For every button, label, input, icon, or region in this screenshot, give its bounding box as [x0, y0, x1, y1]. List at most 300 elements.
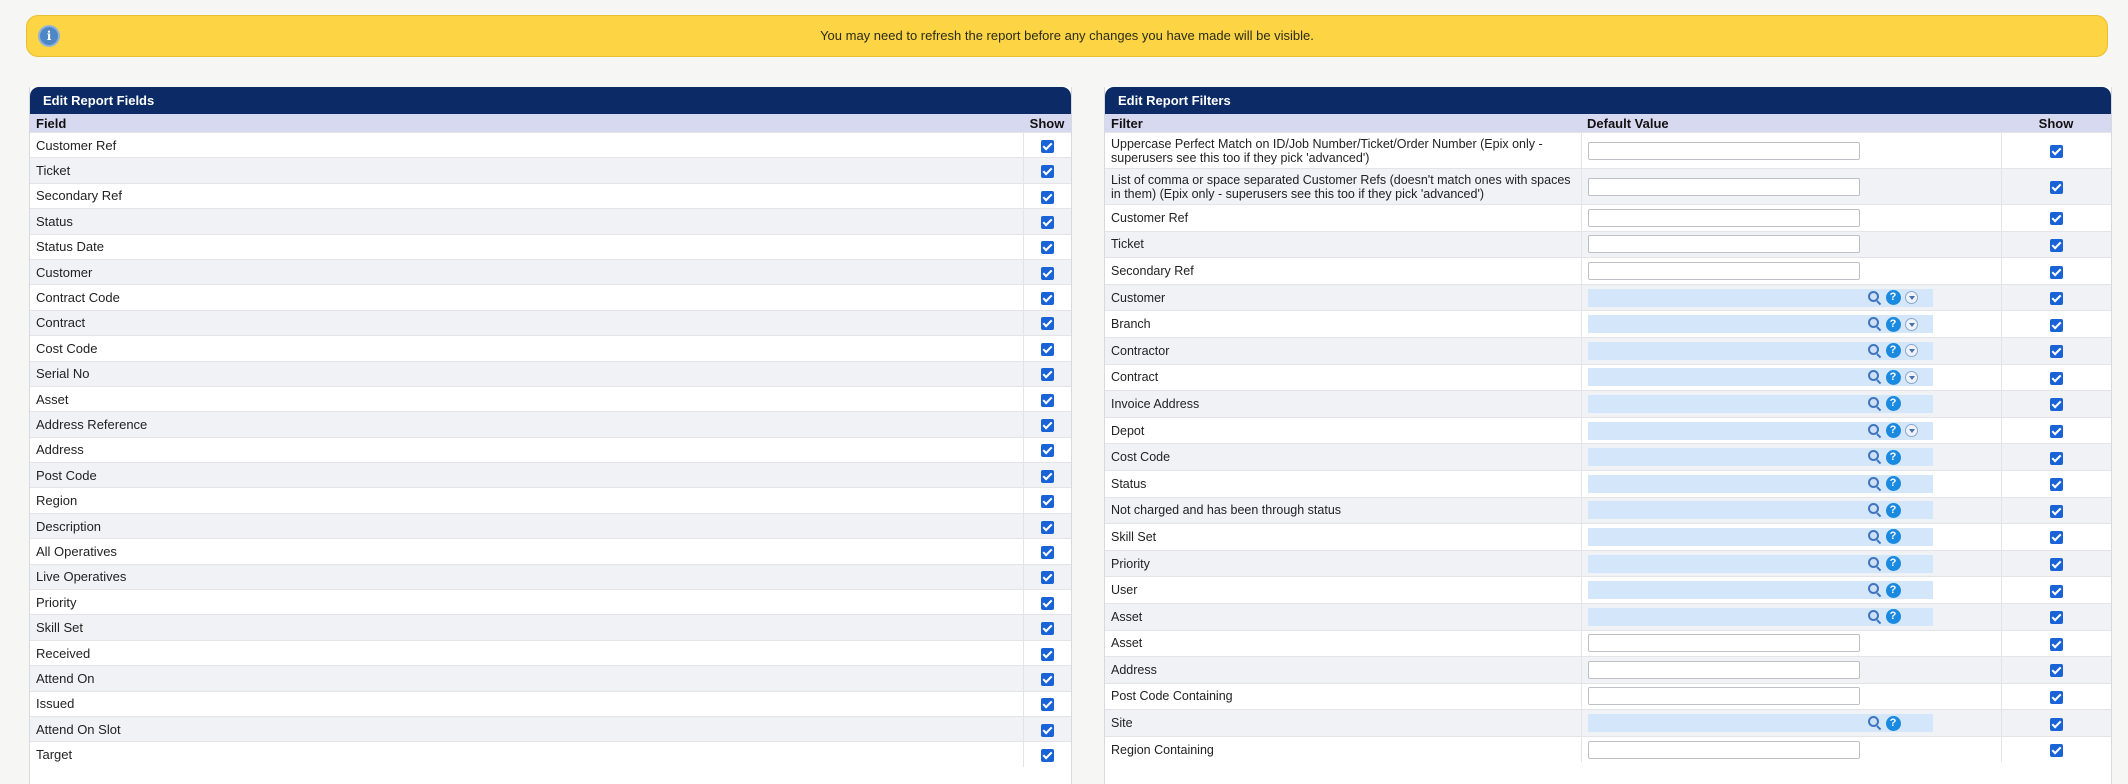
search-icon[interactable]	[1868, 291, 1882, 305]
search-icon[interactable]	[1868, 583, 1882, 597]
show-checkbox[interactable]	[1041, 495, 1054, 508]
show-cell	[2001, 444, 2111, 471]
show-cell	[1023, 310, 1071, 335]
default-value-cell	[1581, 231, 2001, 258]
show-checkbox[interactable]	[2050, 611, 2063, 624]
filter-label: Secondary Ref	[1105, 258, 1581, 285]
table-row	[1105, 284, 2111, 311]
table-row	[1105, 603, 2111, 630]
show-checkbox[interactable]	[1041, 673, 1054, 686]
lookup-field	[1588, 501, 1995, 519]
chevron-down-icon[interactable]	[1905, 344, 1918, 357]
lookup-actions	[1868, 608, 1901, 626]
show-cell	[2001, 736, 2111, 762]
field-label: Region	[30, 488, 1023, 513]
show-checkbox[interactable]	[1041, 368, 1054, 381]
table-row	[1105, 444, 2111, 471]
table-row	[1105, 683, 2111, 710]
table-row	[1105, 550, 2111, 577]
field-label: Customer Ref	[30, 133, 1023, 158]
show-checkbox[interactable]	[2050, 345, 2063, 358]
show-checkbox[interactable]	[1041, 394, 1054, 407]
default-value-input[interactable]	[1588, 178, 1860, 196]
show-cell	[2001, 524, 2111, 551]
filter-label: List of comma or space separated Customer Refs (doesn't match ones with spaces in them) (Epix only - superusers see this too if they pick 'advanced')	[1105, 169, 1581, 205]
table-row	[30, 666, 1071, 691]
table-row	[30, 336, 1071, 361]
show-cell	[2001, 205, 2111, 232]
field-label: Contract Code	[30, 285, 1023, 310]
help-icon[interactable]: ?	[1886, 423, 1901, 438]
field-label: Attend On	[30, 666, 1023, 691]
default-value-cell	[1581, 444, 2001, 471]
table-row	[30, 691, 1071, 716]
table-row	[30, 310, 1071, 335]
table-row	[30, 716, 1071, 741]
lookup-field	[1588, 555, 1995, 573]
help-icon[interactable]: ?	[1886, 370, 1901, 385]
search-icon[interactable]	[1868, 397, 1882, 411]
show-cell	[1023, 183, 1071, 208]
filter-label: Not charged and has been through status	[1105, 497, 1581, 524]
filter-label: Status	[1105, 470, 1581, 497]
filter-label: Asset	[1105, 603, 1581, 630]
search-icon[interactable]	[1868, 477, 1882, 491]
lookup-actions	[1868, 555, 1901, 573]
lookup-field	[1588, 315, 1995, 333]
show-cell	[2001, 657, 2111, 684]
lookup-actions	[1868, 342, 1918, 360]
default-value-cell	[1581, 736, 2001, 762]
show-checkbox[interactable]	[2050, 319, 2063, 332]
field-label: Ticket	[30, 158, 1023, 183]
show-cell	[2001, 470, 2111, 497]
field-label: Customer	[30, 259, 1023, 284]
show-cell	[1023, 336, 1071, 361]
chevron-down-icon[interactable]	[1905, 291, 1918, 304]
default-value-cell	[1581, 391, 2001, 418]
show-cell	[2001, 603, 2111, 630]
filter-label: Branch	[1105, 311, 1581, 338]
field-label: Priority	[30, 590, 1023, 615]
show-checkbox[interactable]	[1041, 521, 1054, 534]
show-cell	[1023, 209, 1071, 234]
default-value-cell	[1581, 470, 2001, 497]
filter-label: Region Containing	[1105, 736, 1581, 762]
table-row	[30, 590, 1071, 615]
show-cell	[2001, 497, 2111, 524]
show-checkbox[interactable]	[2050, 372, 2063, 385]
filter-label: Ticket	[1105, 231, 1581, 258]
help-icon[interactable]: ?	[1886, 396, 1901, 411]
field-label: Cost Code	[30, 336, 1023, 361]
default-value-cell	[1581, 337, 2001, 364]
lookup-field	[1588, 528, 1995, 546]
help-icon[interactable]: ?	[1886, 317, 1901, 332]
table-row	[1105, 258, 2111, 285]
default-value-cell	[1581, 657, 2001, 684]
show-checkbox[interactable]	[1041, 292, 1054, 305]
default-value-input[interactable]	[1588, 661, 1860, 679]
table-row	[30, 259, 1071, 284]
table-row	[1105, 657, 2111, 684]
show-checkbox[interactable]	[2050, 181, 2063, 194]
show-cell	[1023, 691, 1071, 716]
filter-label: Customer Ref	[1105, 205, 1581, 232]
table-row	[30, 564, 1071, 589]
show-cell	[1023, 615, 1071, 640]
table-row	[30, 158, 1071, 183]
show-cell	[2001, 683, 2111, 710]
show-cell	[2001, 391, 2111, 418]
show-checkbox[interactable]	[1041, 597, 1054, 610]
search-icon[interactable]	[1868, 424, 1882, 438]
field-label: Skill Set	[30, 615, 1023, 640]
default-value-cell	[1581, 497, 2001, 524]
show-cell	[2001, 417, 2111, 444]
default-value-cell	[1581, 133, 2001, 169]
table-header-row	[30, 114, 1071, 133]
edit-report-filters-panel	[1104, 87, 2112, 784]
filter-label: Contract	[1105, 364, 1581, 391]
field-label: Contract	[30, 310, 1023, 335]
filter-label: Skill Set	[1105, 524, 1581, 551]
show-checkbox[interactable]	[2050, 664, 2063, 677]
filter-label: Customer	[1105, 284, 1581, 311]
show-column-header: Show	[2001, 114, 2111, 133]
show-checkbox[interactable]	[1041, 546, 1054, 559]
field-label: Target	[30, 742, 1023, 767]
field-label: Live Operatives	[30, 564, 1023, 589]
lookup-actions	[1868, 528, 1901, 546]
lookup-actions	[1868, 315, 1918, 333]
default-value-cell	[1581, 169, 2001, 205]
show-cell	[2001, 337, 2111, 364]
default-value-cell	[1581, 364, 2001, 391]
banner-text: You may need to refresh the report before any changes you have made will be visible.	[820, 28, 1314, 43]
lookup-actions	[1868, 475, 1901, 493]
panel-title: Edit Report Fields	[30, 87, 1071, 114]
lookup-field	[1588, 448, 1995, 466]
show-checkbox[interactable]	[2050, 292, 2063, 305]
show-checkbox[interactable]	[1041, 191, 1054, 204]
edit-report-fields-panel	[29, 87, 1072, 784]
search-icon[interactable]	[1868, 716, 1882, 730]
fields-table	[30, 114, 1071, 767]
table-row	[30, 412, 1071, 437]
default-value-cell	[1581, 710, 2001, 737]
help-icon[interactable]: ?	[1886, 583, 1901, 598]
table-row	[30, 361, 1071, 386]
show-cell	[1023, 742, 1071, 767]
search-icon[interactable]	[1868, 610, 1882, 624]
help-icon[interactable]: ?	[1886, 450, 1901, 465]
field-label: Asset	[30, 386, 1023, 411]
lookup-actions	[1868, 448, 1901, 466]
table-row	[30, 234, 1071, 259]
filter-label: Uppercase Perfect Match on ID/Job Number/Ticket/Order Number (Epix only - superusers see this too if they pick 'advanced')	[1105, 133, 1581, 169]
default-value-cell	[1581, 550, 2001, 577]
show-checkbox[interactable]	[1041, 419, 1054, 432]
lookup-actions	[1868, 368, 1918, 386]
filter-label: Asset	[1105, 630, 1581, 657]
show-cell	[2001, 550, 2111, 577]
help-icon[interactable]: ?	[1886, 343, 1901, 358]
table-row	[30, 133, 1071, 158]
help-icon[interactable]: ?	[1886, 290, 1901, 305]
show-cell	[1023, 539, 1071, 564]
show-checkbox[interactable]	[1041, 317, 1054, 330]
table-row	[1105, 231, 2111, 258]
field-label: Status Date	[30, 234, 1023, 259]
default-value-input[interactable]	[1588, 687, 1860, 705]
show-cell	[1023, 640, 1071, 665]
default-value-cell	[1581, 683, 2001, 710]
show-checkbox[interactable]	[1041, 749, 1054, 762]
table-row	[30, 463, 1071, 488]
show-checkbox[interactable]	[1041, 724, 1054, 737]
show-checkbox[interactable]	[1041, 470, 1054, 483]
filter-column-header: Filter	[1105, 114, 1581, 133]
table-row	[1105, 470, 2111, 497]
lookup-actions	[1868, 501, 1901, 519]
search-icon[interactable]	[1868, 450, 1882, 464]
show-cell	[1023, 488, 1071, 513]
field-label: Received	[30, 640, 1023, 665]
show-checkbox[interactable]	[2050, 531, 2063, 544]
default-value-input[interactable]	[1588, 741, 1860, 759]
default-value-input[interactable]	[1588, 235, 1860, 253]
show-checkbox[interactable]	[2050, 691, 2063, 704]
show-cell	[2001, 364, 2111, 391]
show-cell	[1023, 513, 1071, 538]
filter-label: Priority	[1105, 550, 1581, 577]
show-checkbox[interactable]	[2050, 478, 2063, 491]
show-checkbox[interactable]	[1041, 571, 1054, 584]
table-row	[30, 437, 1071, 462]
search-icon[interactable]	[1868, 317, 1882, 331]
field-label: Serial No	[30, 361, 1023, 386]
lookup-field	[1588, 342, 1995, 360]
field-label: Post Code	[30, 463, 1023, 488]
table-row	[1105, 417, 2111, 444]
chevron-down-icon[interactable]	[1905, 318, 1918, 331]
show-checkbox[interactable]	[1041, 444, 1054, 457]
help-icon[interactable]: ?	[1886, 716, 1901, 731]
table-row	[30, 488, 1071, 513]
show-cell	[2001, 577, 2111, 604]
table-row	[1105, 391, 2111, 418]
lookup-field	[1588, 395, 1995, 413]
default-value-cell	[1581, 630, 2001, 657]
field-label: Issued	[30, 691, 1023, 716]
show-checkbox[interactable]	[2050, 212, 2063, 225]
lookup-field	[1588, 714, 1995, 732]
lookup-actions	[1868, 714, 1901, 732]
filter-label: Site	[1105, 710, 1581, 737]
table-row	[1105, 364, 2111, 391]
search-icon[interactable]	[1868, 370, 1882, 384]
show-cell	[1023, 590, 1071, 615]
default-value-input[interactable]	[1588, 209, 1860, 227]
table-row	[30, 183, 1071, 208]
show-checkbox[interactable]	[1041, 241, 1054, 254]
lookup-field	[1588, 289, 1995, 307]
lookup-field	[1588, 422, 1995, 440]
show-cell	[2001, 311, 2111, 338]
refresh-notice-banner	[26, 15, 2108, 57]
field-label: Status	[30, 209, 1023, 234]
help-icon[interactable]: ?	[1886, 609, 1901, 624]
table-row	[1105, 630, 2111, 657]
show-cell	[1023, 666, 1071, 691]
help-icon[interactable]: ?	[1886, 529, 1901, 544]
table-row	[1105, 205, 2111, 232]
filter-label: Depot	[1105, 417, 1581, 444]
show-cell	[1023, 234, 1071, 259]
default-value-input[interactable]	[1588, 142, 1860, 160]
table-row	[1105, 311, 2111, 338]
table-row	[1105, 133, 2111, 169]
show-cell	[2001, 630, 2111, 657]
show-checkbox[interactable]	[2050, 145, 2063, 158]
search-icon[interactable]	[1868, 503, 1882, 517]
filters-table	[1105, 114, 2111, 762]
table-header-row	[1105, 114, 2111, 133]
table-row	[30, 615, 1071, 640]
lookup-field	[1588, 368, 1995, 386]
show-cell	[1023, 285, 1071, 310]
table-row	[30, 742, 1071, 767]
lookup-actions	[1868, 581, 1901, 599]
show-checkbox[interactable]	[2050, 585, 2063, 598]
show-checkbox[interactable]	[2050, 718, 2063, 731]
show-checkbox[interactable]	[2050, 558, 2063, 571]
show-cell	[1023, 133, 1071, 158]
lookup-actions	[1868, 289, 1918, 307]
field-column-header: Field	[30, 114, 1023, 133]
default-value-cell	[1581, 258, 2001, 285]
show-checkbox[interactable]	[1041, 267, 1054, 280]
default-value-column-header: Default Value	[1581, 114, 2001, 133]
show-checkbox[interactable]	[1041, 216, 1054, 229]
default-value-input[interactable]	[1588, 262, 1860, 280]
show-checkbox[interactable]	[2050, 638, 2063, 651]
lookup-field	[1588, 608, 1995, 626]
help-icon[interactable]: ?	[1886, 556, 1901, 571]
show-checkbox[interactable]	[2050, 744, 2063, 757]
show-cell	[1023, 412, 1071, 437]
filter-label: Cost Code	[1105, 444, 1581, 471]
search-icon[interactable]	[1868, 557, 1882, 571]
show-cell	[1023, 158, 1071, 183]
help-icon[interactable]: ?	[1886, 476, 1901, 491]
show-checkbox[interactable]	[1041, 622, 1054, 635]
search-icon[interactable]	[1868, 344, 1882, 358]
filter-label: Invoice Address	[1105, 391, 1581, 418]
default-value-cell	[1581, 524, 2001, 551]
show-cell	[1023, 437, 1071, 462]
chevron-down-icon[interactable]	[1905, 424, 1918, 437]
field-label: Address	[30, 437, 1023, 462]
table-row	[1105, 736, 2111, 762]
default-value-cell	[1581, 603, 2001, 630]
default-value-cell	[1581, 311, 2001, 338]
field-label: All Operatives	[30, 539, 1023, 564]
filter-label: Post Code Containing	[1105, 683, 1581, 710]
field-label: Secondary Ref	[30, 183, 1023, 208]
show-checkbox[interactable]	[1041, 165, 1054, 178]
chevron-down-icon[interactable]	[1905, 371, 1918, 384]
show-checkbox[interactable]	[2050, 452, 2063, 465]
lookup-field	[1588, 581, 1995, 599]
show-cell	[2001, 169, 2111, 205]
default-value-input[interactable]	[1588, 634, 1860, 652]
table-row	[30, 285, 1071, 310]
field-label: Description	[30, 513, 1023, 538]
info-icon: i	[40, 27, 58, 45]
help-icon[interactable]: ?	[1886, 503, 1901, 518]
show-cell	[2001, 284, 2111, 311]
show-checkbox[interactable]	[2050, 398, 2063, 411]
show-cell	[1023, 564, 1071, 589]
lookup-actions	[1868, 395, 1901, 413]
table-row	[1105, 710, 2111, 737]
show-checkbox[interactable]	[2050, 425, 2063, 438]
search-icon[interactable]	[1868, 530, 1882, 544]
lookup-actions	[1868, 422, 1918, 440]
show-cell	[1023, 463, 1071, 488]
table-row	[30, 209, 1071, 234]
table-row	[1105, 577, 2111, 604]
table-row	[30, 539, 1071, 564]
show-cell	[1023, 361, 1071, 386]
default-value-cell	[1581, 205, 2001, 232]
show-checkbox[interactable]	[2050, 505, 2063, 518]
table-row	[1105, 337, 2111, 364]
field-label: Attend On Slot	[30, 716, 1023, 741]
field-label: Address Reference	[30, 412, 1023, 437]
filter-label: Contractor	[1105, 337, 1581, 364]
show-cell	[1023, 386, 1071, 411]
show-checkbox[interactable]	[1041, 698, 1054, 711]
show-checkbox[interactable]	[1041, 140, 1054, 153]
panel-title: Edit Report Filters	[1105, 87, 2111, 114]
show-checkbox[interactable]	[2050, 239, 2063, 252]
show-checkbox[interactable]	[2050, 266, 2063, 279]
filter-label: Address	[1105, 657, 1581, 684]
default-value-cell	[1581, 577, 2001, 604]
table-row	[30, 640, 1071, 665]
table-row	[1105, 524, 2111, 551]
show-checkbox[interactable]	[1041, 343, 1054, 356]
table-row	[1105, 169, 2111, 205]
lookup-field	[1588, 475, 1995, 493]
show-cell	[1023, 716, 1071, 741]
default-value-cell	[1581, 417, 2001, 444]
show-checkbox[interactable]	[1041, 648, 1054, 661]
default-value-cell	[1581, 284, 2001, 311]
table-row	[30, 513, 1071, 538]
show-cell	[2001, 231, 2111, 258]
show-cell	[2001, 710, 2111, 737]
show-cell	[2001, 258, 2111, 285]
table-row	[1105, 497, 2111, 524]
show-column-header: Show	[1023, 114, 1071, 133]
filter-label: User	[1105, 577, 1581, 604]
show-cell	[1023, 259, 1071, 284]
table-row	[30, 386, 1071, 411]
